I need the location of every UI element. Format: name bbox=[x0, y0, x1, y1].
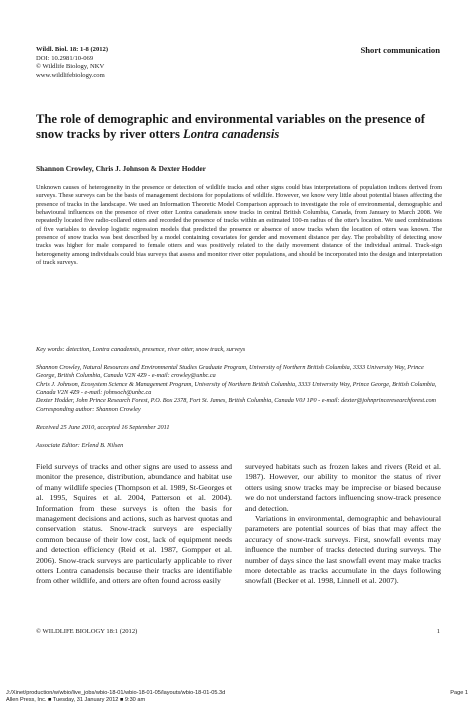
body-column-right bbox=[245, 462, 441, 587]
print-date: Allen Press, Inc. ■ Tuesday, 31 January 2012 ■ 9:30 am bbox=[6, 697, 146, 704]
body-paragraph: surveyed habitats such as frozen lakes and rivers (Reid et al. 1987). However, our ability to monitor the status of river otters using snow tracks may be imprecise or biased because we do not understand factors influencing snow-track presence and detection. bbox=[245, 462, 441, 513]
authors: Shannon Crowley, Chris J. Johnson & Dexter Hodder bbox=[36, 164, 206, 173]
received-dates: Received 25 June 2010, accepted 16 September 2011 bbox=[36, 424, 170, 431]
doi: DOI: 10.2981/10-069 bbox=[36, 54, 94, 62]
copyright: © Wildlife Biology, NKV bbox=[36, 63, 105, 71]
article-title bbox=[36, 112, 442, 142]
section-label: Short communication bbox=[360, 45, 440, 55]
abstract: Unknown causes of heterogeneity in the presence or detection of wildlife tracks and other signs could bias interpretations of population indices derived from surveys. These surveys can be the basis of management decisions for populations of wildlife. However, we know very little about potential biases affecting the presence of tracks in the landscape. We used an Information Theoretic Model Comparison approach to investigate the role of environmental, demographic and behavioural influences on the presence of river otter Lontra canadensis snow tracks in central British Columbia, Canada, from January to March 2008. We repeatedly located five radio-collared otters and recorded the presence of tracks within an estimated 100-m radius of the otter's location. We used combinations of five variables to develop logistic regression models that predicted the presence or absence of snow tracks when the location of otters was known. The presence of snow tracks was best described by a model containing covariates for gender and movement distance per day. The probability of detecting snow tracks was higher for male compared to female otters and was positively related to the daily movement distance of the individual animal. Track-sign heterogeneity among individuals could bias surveys that assess and monitor river otter populations, and should be incorporated into the design and interpretation of track surveys. bbox=[36, 184, 442, 267]
affiliations bbox=[36, 364, 442, 406]
affiliation-item: Chris J. Johnson, Ecosystem Science & Management Program, University of Northern British Columbia, 3333 University Way, Prince George, British Columbia, Canada V2N 4Z9 - e-mail: johnsoch@unbc.ca bbox=[36, 380, 437, 397]
journal-meta bbox=[36, 46, 108, 80]
title-species: Lontra canadensis bbox=[183, 127, 280, 141]
associate-editor: Associate Editor: Erlend B. Nilsen bbox=[36, 442, 124, 449]
keywords: Key words: detection, Lontra canadensis, presence, river otter, snow track, surveys bbox=[36, 346, 246, 353]
title-main: The role of demographic and environmental variables on the presence of snow tracks by river otters bbox=[36, 112, 425, 141]
citation: Wildl. Biol. 18: 1-8 (2012) bbox=[36, 46, 109, 53]
print-page: Page 1 bbox=[450, 690, 468, 696]
website-link[interactable]: www.wildlifebiology.com bbox=[36, 71, 105, 79]
affiliation-item: Dexter Hodder, John Prince Research Forest, P.O. Box 2378, Fort St. James, British Columbia, Canada V0J 1P0 - e-mail: dexter@johnprinceresearchforest.com bbox=[36, 397, 437, 405]
journal-footer: © WILDLIFE BIOLOGY 18:1 (2012) bbox=[36, 628, 138, 635]
affiliation-item: Shannon Crowley, Natural Resources and Environmental Studies Graduate Program, University of Northern British Columbia, 3333 University Way, Prince George, British Columbia, Canada V2N 4Z9 - e-mail: crowley@unbc.ca bbox=[36, 364, 424, 380]
print-info bbox=[6, 690, 225, 705]
page-number: 1 bbox=[436, 628, 440, 635]
body-paragraph: Variations in environmental, demographic and behavioural parameters are potential sources of bias that may affect the accuracy of snow-track surveys. First, snowfall events may influence the number of tracks detected during surveys. The number of days since the last snowfall event may make tracks more detectable as tracks accumulate in the days following snowfall (Becker et al. 1998, Linnell et al. 2007). bbox=[245, 514, 441, 586]
corresponding-author: Corresponding author: Shannon Crowley bbox=[36, 406, 141, 413]
body-paragraph: Field surveys of tracks and other signs are used to assess and monitor the presence, distribution, abundance and habitat use of many wildlife species (Thompson et al. 1989, St-Georges et al. 1995, Squires et al. 2004, Patterson et al. 2004). Information from these surveys is often the basis for management decisions and actions, such as harvest quotas and conservation status. Snow-track surveys are especially common because of their low cost, lack of equipment needs and detection efficiency (Reid et al. 1987, Gompper et al. 2006). Snow-track surveys are particularly applicable to river otters Lontra canadensis because their tracks are identifiable from other wildlife, and otters are often found across easily bbox=[36, 462, 232, 586]
body-column-left bbox=[36, 462, 232, 587]
print-path: J:/Xinet/production/w/wbio/live_jobs/wbio-18-01/wbio-18-01-05/layouts/wbio-18-01-05.3d bbox=[6, 690, 226, 696]
